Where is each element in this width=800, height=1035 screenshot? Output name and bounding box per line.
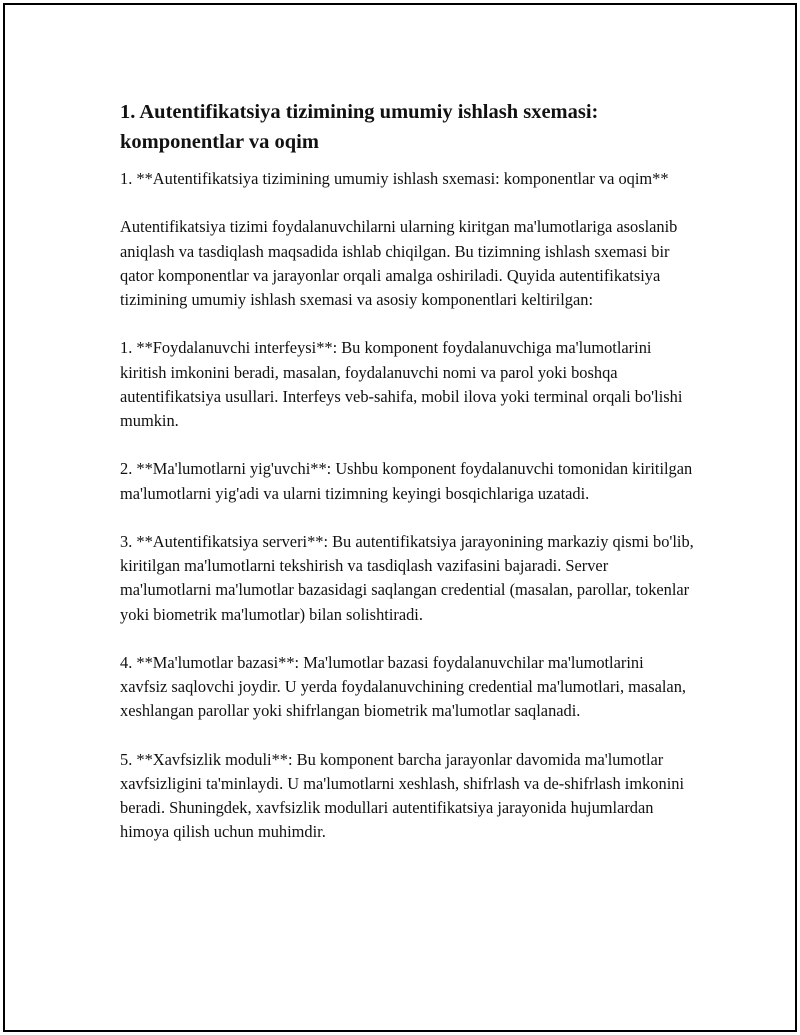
page-frame xyxy=(3,3,797,1032)
paragraph-auth-server: 3. **Autentifikatsiya serveri**: Bu autentifikatsiya jarayonining markaziy qismi bo'lib, kiritilgan ma'lumotlarni tekshirish va tasdiqlash vazifasini bajaradi. Server ma'lumotlarni ma'lumotlar bazasidagi saqlangan credential (masalan, parollar, tokenlar yoki biometrik ma'lumotlar) bilan solishtiradi. xyxy=(120,531,694,624)
paragraph-security-module: 5. **Xavfsizlik moduli**: Bu komponent barcha jarayonlar davomida ma'lumotlar xavfsizligini ta'minlaydi. U ma'lumotlarni xeshlash, shifrlash va de-shifrlash imkonini beradi. Shuningdek, xavfsizlik modullari autentifikatsiya jarayonida hujumlardan himoya qilish uchun muhimdir. xyxy=(120,749,684,842)
paragraph-intro: Autentifikatsiya tizimi foydalanuvchilarni ularning kiritgan ma'lumotlariga asoslanib aniqlash va tasdiqlash maqsadida ishlab chiqilgan. Bu tizimning ishlash sxemasi bir qator komponentlar va jarayonlar orqali amalga oshiriladi. Quyida autentifikatsiya tizimining umumiy ishlash sxemasi va asosiy komponentlari keltirilgan: xyxy=(120,217,678,309)
paragraph-heading-repeat: 1. **Autentifikatsiya tizimining umumiy ishlash sxemasi: komponentlar va oqim** xyxy=(120,169,669,188)
paragraph-user-interface: 1. **Foydalanuvchi interfeysi**: Bu komponent foydalanuvchiga ma'lumotlarini kiritish imkonini beradi, masalan, foydalanuvchi nomi va parol yoki boshqa autentifikatsiya usullari. Interfeys veb-sahifa, mobil ilova yoki terminal orqali bo'lishi mumkin. xyxy=(120,338,683,430)
document-title: 1. Autentifikatsiya tizimining umumiy ishlash sxemasi: komponentlar va oqim xyxy=(120,101,599,153)
document-body xyxy=(120,97,695,869)
paragraph-database: 4. **Ma'lumotlar bazasi**: Ma'lumotlar bazasi foydalanuvchilar ma'lumotlarini xavfsiz saqlovchi joydir. U yerda foydalanuvchining credential ma'lumotlari, masalan, xeshlangan parollar yoki shifrlangan biometrik ma'lumotlar saqlanadi. xyxy=(120,652,686,721)
paragraph-data-collector: 2. **Ma'lumotlarni yig'uvchi**: Ushbu komponent foydalanuvchi tomonidan kiritilgan ma'lumotlarni yig'adi va ularni tizimning keyingi bosqichlariga uzatadi. xyxy=(120,459,693,503)
